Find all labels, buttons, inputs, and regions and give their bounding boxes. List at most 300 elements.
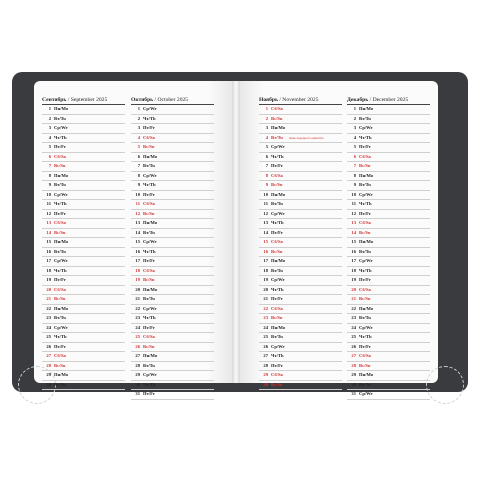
month-subtitle: December 2025	[372, 97, 409, 103]
day-row	[347, 124, 430, 134]
day-number: 17	[351, 258, 356, 263]
day-number: 16	[46, 248, 51, 254]
day-row	[259, 248, 342, 258]
day-row	[131, 153, 214, 163]
weekday-label: Сб/Sa	[271, 372, 283, 377]
day-number: 4	[265, 134, 268, 140]
day-number: 20	[135, 286, 140, 292]
weekday-label: Чт/Th	[143, 381, 156, 387]
day-number: 29	[351, 372, 356, 377]
day-row	[347, 105, 430, 115]
weekday-label: Чт/Th	[143, 115, 156, 121]
day-number: 11	[263, 201, 268, 206]
day-number: 13	[351, 220, 356, 225]
weekday-label: Сб/Sa	[54, 153, 66, 159]
day-row	[131, 305, 214, 315]
day-row	[259, 362, 342, 372]
weekday-label: Вс/Su	[271, 182, 283, 187]
weekday-label: Пт/Fr	[271, 296, 283, 301]
weekday-label: Сб/Sa	[271, 106, 283, 111]
weekday-label: Чт/Th	[143, 315, 156, 320]
weekday-label: Сб/Sa	[54, 353, 66, 358]
day-list	[42, 105, 125, 390]
day-row	[131, 248, 214, 258]
weekday-label: Вс/Su	[143, 144, 155, 149]
day-number: 6	[265, 153, 268, 159]
day-number: 3	[353, 125, 356, 130]
day-row	[42, 324, 125, 334]
day-number: 19	[263, 277, 268, 282]
day-row	[131, 390, 214, 400]
day-row	[259, 105, 342, 115]
day-number: 1	[353, 106, 356, 111]
weekday-label: Сб/Sa	[143, 201, 155, 206]
day-number: 28	[46, 362, 51, 368]
weekday-label: Чт/Th	[359, 134, 372, 140]
day-row	[347, 276, 430, 286]
day-row	[42, 267, 125, 277]
day-number: 21	[351, 296, 356, 301]
day-row	[42, 371, 125, 381]
month-name: Сентябрь	[42, 97, 67, 103]
weekday-label: Вт/Tu	[359, 315, 371, 320]
weekday-label: Чт/Th	[359, 201, 372, 206]
day-row	[259, 191, 342, 201]
day-number: 14	[263, 229, 268, 235]
weekday-label: Пт/Fr	[54, 210, 66, 216]
day-row	[131, 143, 214, 153]
month-name: Ноябрь	[259, 97, 278, 103]
day-row	[42, 229, 125, 239]
day-number: 18	[135, 267, 140, 273]
day-number: 28	[263, 362, 268, 368]
day-number: 21	[263, 296, 268, 301]
month-name: Октябрь	[131, 97, 154, 103]
weekday-label: Пн/Mo	[271, 324, 286, 330]
weekday-label: Ср/We	[143, 239, 157, 244]
day-number: 1	[48, 106, 51, 111]
day-list	[259, 105, 342, 390]
month-column-december	[347, 96, 430, 400]
weekday-label: Пн/Mo	[143, 353, 158, 358]
day-number: 15	[263, 239, 268, 244]
day-number: 22	[46, 305, 51, 311]
weekday-label: Пн/Mo	[54, 239, 69, 244]
day-row	[42, 295, 125, 305]
weekday-label: Пн/Mo	[143, 286, 158, 292]
weekday-label: Вт/Tu	[54, 115, 66, 121]
weekday-label: Вт/Tu	[143, 163, 155, 168]
day-number: 30	[351, 381, 356, 387]
day-row	[259, 286, 342, 296]
month-column-september	[42, 96, 125, 390]
day-number: 24	[135, 324, 140, 330]
day-number: 30	[263, 381, 268, 387]
day-row	[42, 286, 125, 296]
day-row	[131, 276, 214, 286]
weekday-label: Сб/Sa	[359, 353, 371, 358]
day-number: 9	[265, 182, 268, 187]
day-number: 23	[135, 315, 140, 320]
day-row	[259, 210, 342, 220]
weekday-label: Чт/Th	[54, 134, 67, 140]
weekday-label: Пн/Mo	[54, 172, 69, 178]
day-row	[131, 124, 214, 134]
weekday-label: Сб/Sa	[359, 153, 371, 159]
weekday-label: Пн/Mo	[143, 220, 158, 225]
weekday-label: Пт/Fr	[359, 210, 371, 216]
day-row	[131, 229, 214, 239]
weekday-label: Вс/Su	[359, 229, 371, 235]
day-number: 31	[135, 391, 140, 396]
day-row	[259, 343, 342, 353]
day-row	[131, 314, 214, 324]
day-number: 31	[351, 391, 356, 396]
weekday-label: Вт/Tu	[359, 381, 371, 387]
day-row	[42, 191, 125, 201]
day-row	[347, 181, 430, 191]
corner-pocket-right	[426, 366, 464, 404]
day-number: 26	[263, 343, 268, 349]
weekday-label: Пт/Fr	[54, 144, 66, 149]
weekday-label: Вт/Tu	[143, 296, 155, 301]
weekday-label: Вт/Tu	[271, 134, 283, 140]
day-row	[131, 333, 214, 343]
weekday-label: Пт/Fr	[54, 277, 66, 282]
day-list	[131, 105, 214, 400]
day-row	[259, 143, 342, 153]
weekday-label: Вт/Tu	[359, 248, 371, 254]
day-number: 16	[263, 248, 268, 254]
weekday-label: Вс/Su	[54, 163, 66, 168]
weekday-label: Пн/Mo	[271, 191, 286, 197]
day-number: 2	[48, 115, 51, 121]
weekday-label: Пт/Fr	[359, 343, 371, 349]
day-row	[259, 200, 342, 210]
weekday-label: Вс/Su	[54, 229, 66, 235]
day-number: 25	[135, 334, 140, 339]
weekday-label: Ср/We	[143, 106, 157, 111]
month-subtitle: November 2025	[282, 97, 319, 103]
day-number: 9	[353, 182, 356, 187]
day-number: 7	[137, 163, 140, 168]
day-number: 20	[263, 286, 268, 292]
day-row	[42, 248, 125, 258]
weekday-label: Пт/Fr	[143, 258, 155, 263]
weekday-label: Вс/Su	[54, 296, 66, 301]
day-row	[347, 305, 430, 315]
weekday-label: Ср/We	[271, 210, 285, 216]
day-number: 4	[48, 134, 51, 140]
day-row	[259, 153, 342, 163]
month-subtitle: September 2025	[70, 97, 108, 103]
day-number: 13	[46, 220, 51, 225]
day-row	[259, 295, 342, 305]
day-number: 23	[46, 315, 51, 320]
day-row	[259, 229, 342, 239]
day-row	[347, 286, 430, 296]
day-number: 29	[135, 372, 140, 377]
weekday-label: Ср/We	[54, 125, 68, 130]
day-number: 18	[46, 267, 51, 273]
day-row	[347, 314, 430, 324]
day-row	[347, 257, 430, 267]
day-row	[347, 200, 430, 210]
weekday-label: Ср/We	[143, 172, 157, 178]
day-number: 23	[351, 315, 356, 320]
weekday-label: Вт/Tu	[143, 229, 155, 235]
weekday-label: Пт/Fr	[271, 229, 283, 235]
day-number: 6	[353, 153, 356, 159]
day-number: 20	[46, 286, 51, 292]
weekday-label: Пн/Mo	[271, 125, 286, 130]
weekday-label: Пт/Fr	[271, 362, 283, 368]
weekday-label: Вс/Su	[143, 343, 155, 349]
weekday-label: Ср/We	[359, 191, 373, 197]
day-number: 7	[48, 163, 51, 168]
day-row	[259, 181, 342, 191]
day-row	[131, 134, 214, 144]
day-row	[259, 257, 342, 267]
day-row	[347, 267, 430, 277]
weekday-label: Вт/Tu	[143, 362, 155, 368]
day-row	[259, 314, 342, 324]
day-number: 17	[263, 258, 268, 263]
day-number: 30	[46, 381, 51, 387]
day-number: 9	[137, 182, 140, 187]
day-number: 20	[351, 286, 356, 292]
day-number: 10	[135, 191, 140, 197]
weekday-label: Ср/We	[143, 305, 157, 311]
day-number: 14	[135, 229, 140, 235]
day-number: 10	[351, 191, 356, 197]
day-number: 28	[135, 362, 140, 368]
day-number: 11	[135, 201, 140, 206]
day-row	[42, 172, 125, 182]
weekday-label: Ср/We	[271, 343, 285, 349]
day-number: 17	[135, 258, 140, 263]
weekday-label: Вс/Su	[54, 362, 66, 368]
weekday-label: Пт/Fr	[143, 324, 155, 330]
day-number: 24	[46, 324, 51, 330]
weekday-label: Чт/Th	[359, 334, 372, 339]
day-number: 12	[263, 210, 268, 216]
weekday-label: Пт/Fr	[54, 343, 66, 349]
day-number: 23	[263, 315, 268, 320]
day-number: 1	[265, 106, 268, 111]
day-number: 24	[351, 324, 356, 330]
weekday-label: Пн/Mo	[54, 106, 69, 111]
weekday-label: Чт/Th	[54, 334, 67, 339]
weekday-label: Сб/Sa	[271, 305, 283, 311]
weekday-label: Сб/Sa	[359, 220, 371, 225]
weekday-label: Ср/We	[359, 324, 373, 330]
day-row	[131, 267, 214, 277]
day-number: 8	[137, 172, 140, 178]
weekday-label: Сб/Sa	[359, 286, 371, 292]
weekday-label: Вт/Tu	[54, 182, 66, 187]
day-row	[131, 371, 214, 381]
weekday-label: Вс/Su	[359, 296, 371, 301]
weekday-label: Чт/Th	[271, 220, 284, 225]
weekday-label: Вт/Tu	[54, 248, 66, 254]
day-number: 16	[135, 248, 140, 254]
day-row	[131, 324, 214, 334]
weekday-label: Чт/Th	[54, 267, 67, 273]
month-subtitle: October 2025	[157, 97, 189, 103]
day-row	[42, 362, 125, 372]
day-row	[131, 381, 214, 391]
weekday-label: Вс/Su	[271, 115, 283, 121]
day-number: 26	[351, 343, 356, 349]
weekday-label: Вс/Su	[359, 163, 371, 168]
weekday-label: Чт/Th	[271, 353, 284, 358]
weekday-label: Чт/Th	[54, 201, 67, 206]
day-number: 5	[48, 144, 51, 149]
day-row	[42, 219, 125, 229]
day-row	[259, 333, 342, 343]
weekday-label: Ср/We	[359, 125, 373, 130]
day-number: 15	[351, 239, 356, 244]
day-number: 8	[265, 172, 268, 178]
day-number: 7	[353, 163, 356, 168]
weekday-label: Вт/Tu	[54, 381, 66, 387]
day-number: 3	[265, 125, 268, 130]
day-number: 5	[353, 144, 356, 149]
day-number: 27	[135, 353, 140, 358]
day-number: 21	[46, 296, 51, 301]
weekday-label: Вс/Su	[143, 210, 155, 216]
weekday-label: Сб/Sa	[54, 220, 66, 225]
day-row	[347, 352, 430, 362]
weekday-label: Пт/Fr	[143, 191, 155, 197]
day-number: 25	[263, 334, 268, 339]
month-header: Ноябрь / November 2025	[259, 96, 342, 105]
day-row	[131, 210, 214, 220]
day-number: 19	[351, 277, 356, 282]
weekday-label: Пт/Fr	[359, 144, 371, 149]
day-number: 24	[263, 324, 268, 330]
day-row	[347, 162, 430, 172]
day-row	[347, 324, 430, 334]
day-number: 19	[135, 277, 140, 282]
day-number: 12	[46, 210, 51, 216]
weekday-label: Ср/We	[54, 324, 68, 330]
month-header: Декабрь / December 2025	[347, 96, 430, 105]
day-number: 17	[46, 258, 51, 263]
day-number: 2	[265, 115, 268, 121]
day-number: 1	[137, 106, 140, 111]
day-number: 21	[135, 296, 140, 301]
day-row	[131, 352, 214, 362]
day-number: 3	[48, 125, 51, 130]
weekday-label: Пт/Fr	[143, 391, 155, 396]
weekday-label: Чт/Th	[359, 267, 372, 273]
day-row	[131, 162, 214, 172]
day-row	[259, 276, 342, 286]
day-number: 12	[351, 210, 356, 216]
day-number: 3	[137, 125, 140, 130]
weekday-label: Пн/Mo	[271, 258, 286, 263]
weekday-label: Пн/Mo	[54, 305, 69, 311]
day-number: 25	[46, 334, 51, 339]
day-number: 2	[353, 115, 356, 121]
weekday-label: Ср/We	[143, 372, 157, 377]
day-row	[347, 343, 430, 353]
day-row	[131, 181, 214, 191]
day-row	[259, 162, 342, 172]
day-number: 22	[135, 305, 140, 311]
day-number: 12	[135, 210, 140, 216]
day-number: 13	[135, 220, 140, 225]
day-number: 25	[351, 334, 356, 339]
weekday-label: Вт/Tu	[271, 267, 283, 273]
weekday-label: Сб/Sa	[143, 334, 155, 339]
day-row	[131, 257, 214, 267]
weekday-label: Ср/We	[271, 144, 285, 149]
day-row	[259, 371, 342, 381]
day-number: 14	[351, 229, 356, 235]
day-row	[259, 352, 342, 362]
day-number: 27	[46, 353, 51, 358]
day-row	[42, 134, 125, 144]
day-row	[259, 124, 342, 134]
day-row	[42, 162, 125, 172]
day-row	[347, 381, 430, 391]
day-row	[347, 390, 430, 400]
day-row	[42, 314, 125, 324]
day-row	[259, 172, 342, 182]
day-row	[131, 343, 214, 353]
day-number: 4	[353, 134, 356, 140]
day-row	[347, 229, 430, 239]
day-number: 22	[351, 305, 356, 311]
day-row	[42, 124, 125, 134]
weekday-label: Ср/We	[54, 191, 68, 197]
weekday-label: Чт/Th	[143, 182, 156, 187]
day-row	[42, 257, 125, 267]
day-row	[131, 295, 214, 305]
day-row	[131, 105, 214, 115]
month-column-november	[259, 96, 342, 390]
day-number: 6	[48, 153, 51, 159]
day-number: 11	[46, 201, 51, 206]
day-row	[42, 105, 125, 115]
weekday-label: Сб/Sa	[271, 172, 283, 178]
weekday-label: Сб/Sa	[143, 267, 155, 273]
day-row	[259, 115, 342, 125]
day-row	[131, 238, 214, 248]
day-row	[347, 295, 430, 305]
day-row	[347, 238, 430, 248]
weekday-label: Пт/Fr	[271, 163, 283, 168]
day-number: 15	[135, 239, 140, 244]
day-row	[42, 238, 125, 248]
day-row	[347, 219, 430, 229]
weekday-label: Чт/Th	[271, 286, 284, 292]
day-row	[259, 238, 342, 248]
day-number: 29	[46, 372, 51, 377]
holiday-note: День народного единства	[289, 135, 324, 140]
day-number: 5	[265, 144, 268, 149]
month-header: Сентябрь / September 2025	[42, 96, 125, 105]
day-row	[347, 362, 430, 372]
day-row	[42, 333, 125, 343]
weekday-label: Вт/Tu	[271, 201, 283, 206]
day-row	[42, 352, 125, 362]
day-number: 26	[135, 343, 140, 349]
day-row	[259, 134, 342, 144]
